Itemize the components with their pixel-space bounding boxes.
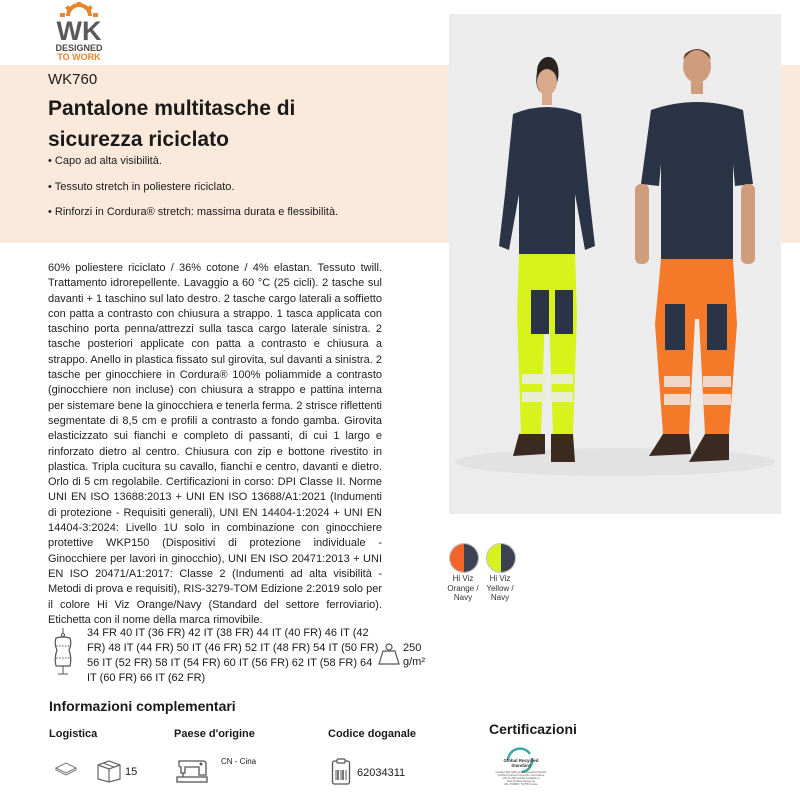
- svg-text:TO WORK: TO WORK: [57, 52, 101, 62]
- product-title: Pantalone multitasche di sicurezza riciclato: [48, 97, 296, 151]
- split-color-icon: [487, 544, 515, 572]
- fabric-weight: [403, 641, 443, 669]
- svg-text:WK: WK: [56, 16, 102, 46]
- svg-text:DESIGNED: DESIGNED: [55, 43, 103, 53]
- color-label-line: Navy: [453, 593, 473, 603]
- color-label-line: Yellow /: [486, 583, 514, 593]
- split-color-icon: [450, 544, 478, 572]
- weight-value: 250: [403, 642, 422, 654]
- logistics-quantity: 15: [125, 766, 138, 778]
- color-swatch-orange-navy[interactable]: [449, 543, 479, 573]
- product-photo: [449, 14, 781, 514]
- customs-value: 62034311: [357, 767, 406, 779]
- color-label-line: Navy: [490, 593, 510, 603]
- color-label-line: Hi Viz: [452, 574, 474, 583]
- svg-text:Global Recycled: Global Recycled: [503, 758, 539, 763]
- feature-list: [48, 155, 338, 232]
- weight-unit: g/m²: [403, 656, 425, 668]
- sewing-machine-icon: [175, 757, 209, 785]
- color-swatch-yellow-navy[interactable]: [486, 543, 516, 573]
- svg-text:https://textileexchange.org: https://textileexchange.org: [507, 780, 535, 783]
- feature-item: • Capo ad alta visibilità.: [48, 155, 162, 167]
- product-code: WK760: [48, 71, 98, 88]
- customs-document-icon: [331, 758, 351, 786]
- origin-value: CN - Cina: [221, 757, 257, 766]
- svg-text:with the GRS standard availabl: with the GRS standard available at: [502, 777, 540, 780]
- color-label-line: Hi Viz: [489, 574, 511, 583]
- weight-icon: [378, 642, 400, 666]
- svg-text:Standard: Standard: [511, 763, 531, 768]
- feature-item: • Rinforzi in Cordura® stretch: massima durata e flessibilità.: [48, 206, 339, 218]
- carton-box-icon: [96, 759, 122, 783]
- svg-text:Contains 96% GRS certified Rec: Contains 96% GRS certified Recycled Polyester: [495, 771, 547, 774]
- polybag-icon: [54, 760, 78, 776]
- svg-text:ESL 3796968 / TQP733 France: ESL 3796968 / TQP733 France: [504, 783, 538, 786]
- logistics-heading: Logistica: [49, 728, 98, 740]
- grs-certification-logo: [486, 746, 556, 792]
- feature-item: • Tessuto stretch in poliestere riciclato.: [48, 180, 235, 193]
- certifications-heading: Certificazioni: [489, 721, 577, 737]
- customs-heading: Codice doganale: [328, 728, 417, 740]
- color-label-line: Orange /: [447, 583, 479, 593]
- color-label-yellow-navy: [478, 574, 522, 603]
- svg-text:Certified by Ecocert Greenlife: Certified by Ecocert Greenlife in accordance: [497, 774, 545, 777]
- brand-logo: [46, 2, 112, 62]
- mannequin-icon: [50, 628, 76, 678]
- size-list: 34 FR 40 IT (36 FR) 42 IT (38 FR) 44 IT (40 FR) 46 IT (42 FR) 48 IT (44 FR) 50 IT (46 FR) 52 IT (48 FR) 54 IT (50 FR) 56 IT (52 FR) 58 IT (54 FR) 60 IT (56 FR) 62 IT (58 FR) 64 IT (60 FR) 66 IT (62 FR): [87, 627, 379, 684]
- info-heading: Informazioni complementari: [49, 698, 236, 714]
- origin-heading: Paese d'origine: [174, 728, 255, 740]
- gear-icon: [60, 2, 98, 17]
- product-description: 60% poliestere riciclato / 36% cotone / 4% elastan. Tessuto twill. Trattamento idrorepellente. Lavaggio a 60 °C (25 cicli). 2 tasche sul davanti + 1 taschino sul lato destro. 2 tasche cargo laterali a soffietto con patta a contrasto con chiusura a strappo. 1 tasca applicata con taschino porta penna/attrezzi sulla tasca cargo laterale sinistra. 2 tasche posteriori applicate con patta a contrasto e chiusura a strappo. Anello in plastica fissato sul girovita, sul davanti a sinistra. 2 tasche per ginocchiere in Cordura® 100% poliammide a contrasto (ginocchiere non incluse) con chiusura a strappo e pattina interna per sistemare bene la ginocchiera e tenerla ferma. 2 strisce riflettenti segmentate di 8,5 cm e profili a contrasto a fondo gamba. Girovita elasticizzato sui fianchi e completo di passanti, di cui 1 largo e rinforzato dietro al centro. Chiusura con zip e bottone rivestito in plastica. Tripla cucitura su cavallo, fianchi e centro, davanti e dietro. Orlo di 5 cm regolabile. Certificazioni in corso: DPI Classe II. Norme UNI EN ISO 13688:2013 + UNI EN ISO 13688/A1:2021 (Indumenti di protezione - Requisiti generali), UNI EN 14404-1:2024 + UNI EN 14404-3:2024: Livello 1U solo in combinazione con ginocchiere protettive WKP150 (Dispositivi di protezione individuale - Ginocchiere per lavori in ginocchio), UNI EN ISO 20471:2013 + UNI EN ISO 20471/A1:2017: Classe 2 (Indumenti ad alta visibilità - Metodi di prova e requisiti), RIS-3279-TOM Edizione 2:2019 solo per il colore Hi Viz Orange/Navy (Standard del settore ferroviario). Etichetta con il nome della marca rimovibile.: [48, 262, 382, 626]
